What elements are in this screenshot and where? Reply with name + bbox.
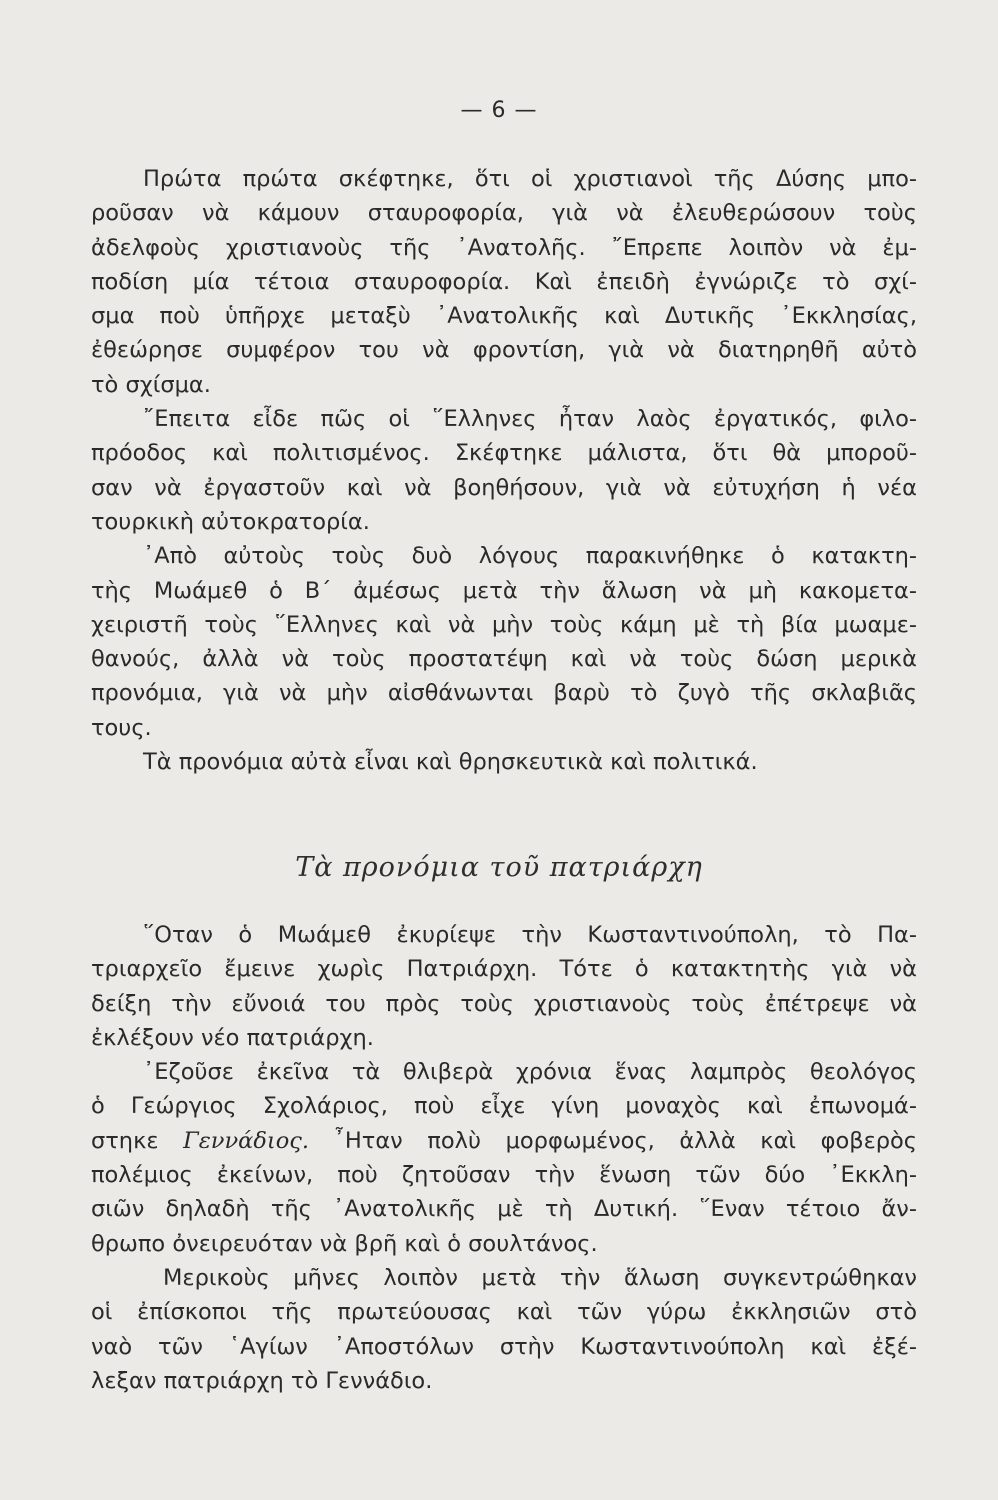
text-line: ἐκλέξουν νέο πατριάρχη. — [91, 1024, 374, 1051]
text-line: τριαρχεῖο ἔμεινε χωρὶς Πατριάρχη. Τότε ὁ κατακτητὴς γιὰ νὰ — [91, 956, 917, 983]
section-1-text — [91, 162, 917, 779]
text-line: τουρκικὴ αὐτοκρατορία. — [91, 508, 370, 535]
text-line: δείξη τὴν εὔνοιά του πρὸς τοὺς χριστιανοὺς τοὺς ἐπέτρεψε νὰ — [91, 990, 917, 1017]
text-line: ναὸ τῶν ῾Αγίων ᾿Αποστόλων στὴν Κωσταντινούπολη καὶ ἐξέ- — [91, 1333, 917, 1360]
text-line: ῎Επειτα εἶδε πῶς οἱ ῞Ελληνες ἦταν λαὸς ἐργατικός, φιλο- — [143, 406, 917, 433]
text-line: προνόμια, γιὰ νὰ μὴν αἰσθάνωνται βαρὺ τὸ ζυγὸ τῆς σκλαβιᾶς — [91, 680, 917, 707]
text-line: Πρώτα πρώτα σκέφτηκε, ὅτι οἱ χριστιανοὶ τῆς Δύσης μπο- — [143, 166, 917, 192]
text-line-with-name — [91, 1124, 917, 1158]
text-line: χειριστῆ τοὺς ῞Ελληνες καὶ νὰ μὴν τοὺς κάμη μὲ τὴ βία μωαμε- — [91, 611, 917, 638]
text-line: ροῦσαν νὰ κάμουν σταυροφορία, γιὰ νὰ ἐλευθερώσουν τοὺς — [91, 200, 917, 227]
text-line: σαν νὰ ἐργαστοῦν καὶ νὰ βοηθήσουν, γιὰ νὰ εὐτυχήση ἡ νέα — [91, 474, 917, 501]
text-line: τὴς Μωάμεθ ὁ Β΄ ἀμέσως μετὰ τὴν ἅλωση νὰ μὴ κακομετα- — [91, 577, 917, 604]
text-line: Μερικοὺς μῆνες λοιπὸν μετὰ τὴν ἅλωση συγκεντρώθηκαν — [163, 1264, 917, 1291]
text-line: Τὰ προνόμια αὐτὰ εἶναι καὶ θρησκευτικὰ καὶ πολιτικά. — [143, 749, 758, 776]
text-line: οἱ ἐπίσκοποι τῆς πρωτεύουσας καὶ τῶν γύρω ἐκκλησιῶν στὸ — [91, 1299, 917, 1326]
italic-name-gennadios: Γεννάδιος. — [183, 1127, 310, 1154]
text-line: ἀδελφοὺς χριστιανοὺς τῆς ᾿Ανατολῆς. ῎Επρεπε λοιπὸν νὰ ἐμ- — [91, 234, 917, 261]
text-line: ποδίση μία τέτοια σταυροφορία. Καὶ ἐπειδὴ ἐγνώριζε τὸ σχί- — [91, 268, 917, 295]
text-line: θανούς, ἀλλὰ νὰ τοὺς προστατέψη καὶ νὰ τοὺς δώση μερικὰ — [91, 646, 917, 673]
text-fragment: στηκε — [91, 1127, 159, 1154]
text-line: τὸ σχίσμα. — [91, 371, 211, 398]
text-line: θρωπο ὀνειρευόταν νὰ βρῆ καὶ ὁ σουλτάνος. — [91, 1230, 598, 1257]
text-line: λεξαν πατριάρχη τὸ Γεννάδιο. — [91, 1367, 433, 1394]
text-line: ῞Οταν ὁ Μωάμεθ ἐκυρίεψε τὴν Κωσταντινούπολη, τὸ Πα- — [143, 922, 917, 948]
text-fragment: ῏Ηταν πολὺ μορφωμένος, ἀλλὰ καὶ φοβερὸς — [333, 1127, 918, 1154]
text-line: πολέμιος ἐκείνων, ποὺ ζητοῦσαν τὴν ἕνωση τῶν δύο ᾿Εκκλη- — [91, 1162, 917, 1189]
text-line: πρόοδος καὶ πολιτισμένος. Σκέφτηκε μάλιστα, ὅτι θὰ μποροῦ- — [91, 440, 917, 467]
text-line: τους. — [91, 714, 152, 741]
section-heading: Τὰ προνόμια τοῦ πατριάρχη — [295, 852, 703, 883]
section-2-text — [91, 918, 917, 1398]
page-number: — 6 — — [460, 98, 538, 123]
text-line: ᾿Απὸ αὐτοὺς τοὺς δυὸ λόγους παρακινήθηκε ὁ κατακτη- — [143, 543, 917, 570]
text-line: ὁ Γεώργιος Σχολάριος, ποὺ εἶχε γίνη μοναχὸς καὶ ἐπωνομά- — [91, 1093, 917, 1120]
text-line: ᾿Εζοῦσε ἐκεῖνα τὰ θλιβερὰ χρόνια ἕνας λαμπρὸς θεολόγος — [143, 1059, 917, 1086]
text-line: σιῶν δηλαδὴ τῆς ᾿Ανατολικῆς μὲ τὴ Δυτική. ῞Εναν τέτοιο ἄν- — [91, 1196, 917, 1223]
text-line: σμα ποὺ ὑπῆρχε μεταξὺ ᾿Ανατολικῆς καὶ Δυτικῆς ᾿Εκκλησίας, — [91, 303, 917, 330]
text-line: ἐθεώρησε συμφέρον του νὰ φροντίση, γιὰ νὰ διατηρηθῆ αὐτὸ — [91, 337, 917, 364]
